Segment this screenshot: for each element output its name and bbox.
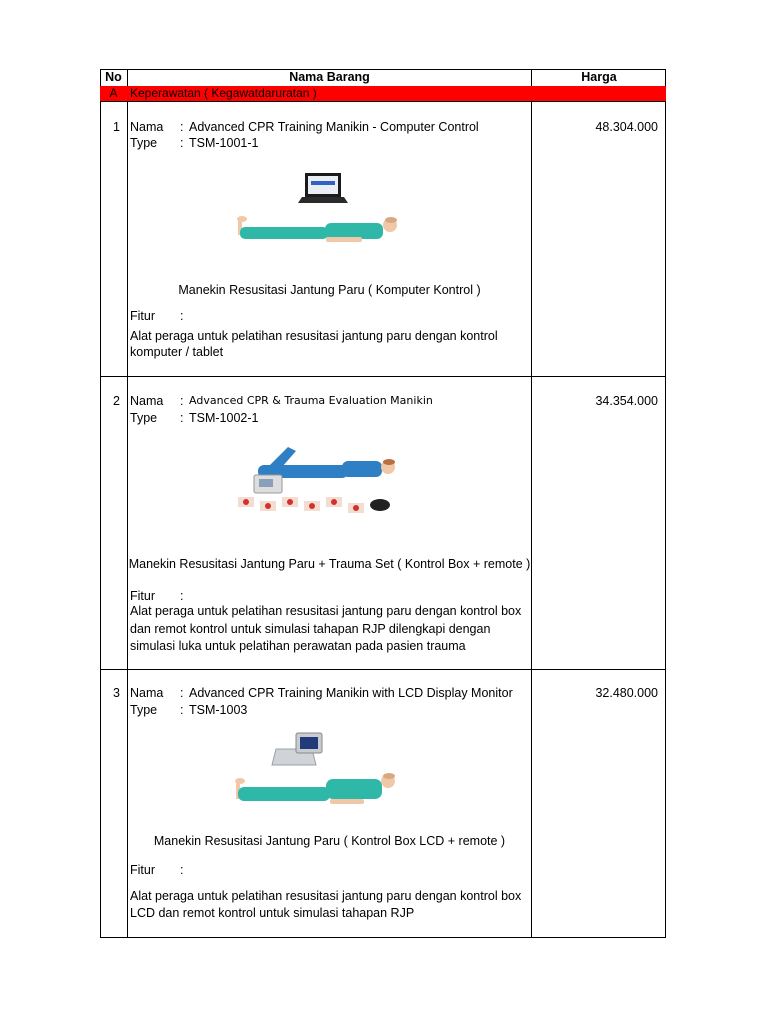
colon: : xyxy=(180,136,184,150)
fitur-line: Alat peraga untuk pelatihan resusitasi jantung paru dengan kontrol xyxy=(130,329,498,343)
lcd-monitor-icon xyxy=(272,733,322,765)
fitur-label: Fitur xyxy=(130,863,155,877)
colon: : xyxy=(180,589,184,603)
item-price: 32.480.000 xyxy=(595,686,658,700)
header-nama-barang: Nama Barang xyxy=(289,70,370,84)
header-no: No xyxy=(105,70,122,84)
item-number: 2 xyxy=(113,394,120,408)
item-price: 34.354.000 xyxy=(595,394,658,408)
fitur-line: LCD dan remot kontrol untuk simulasi tahapan RJP xyxy=(130,906,415,920)
item-type: TSM-1001-1 xyxy=(189,136,259,150)
fitur-label: Fitur xyxy=(130,589,155,603)
colon: : xyxy=(180,309,184,323)
category-divider xyxy=(100,101,666,102)
row-divider-2 xyxy=(100,669,666,670)
column-divider-no xyxy=(127,69,128,938)
item-name: Advanced CPR & Trauma Evaluation Manikin xyxy=(189,394,433,407)
colon: : xyxy=(180,394,184,408)
colon: : xyxy=(180,703,184,717)
laptop-icon xyxy=(298,173,348,203)
colon: : xyxy=(180,686,184,700)
fitur-line: Alat peraga untuk pelatihan resusitasi jantung paru dengan kontrol box xyxy=(130,604,522,618)
fitur-line: dan remot kontrol untuk simulasi tahapan RJP dilengkapi dengan xyxy=(130,622,491,636)
manikin-figure xyxy=(258,447,395,478)
category-row xyxy=(100,86,666,101)
manikin-figure xyxy=(235,773,395,804)
cpr-trauma-manikin-image xyxy=(230,441,400,527)
row-divider-1 xyxy=(100,376,666,377)
item-type: TSM-1002-1 xyxy=(189,411,259,425)
colon: : xyxy=(180,120,184,134)
item-caption: Manekin Resusitasi Jantung Paru + Trauma Set ( Kontrol Box + remote ) xyxy=(128,557,531,571)
nama-label: Nama xyxy=(130,686,164,700)
control-box-icon xyxy=(254,475,282,493)
column-divider-harga xyxy=(531,69,532,938)
type-label: Type xyxy=(130,703,158,717)
item-number: 3 xyxy=(113,686,120,700)
cpr-manikin-lcd-image xyxy=(230,729,400,811)
manikin-figure xyxy=(237,216,397,242)
item-name: Advanced CPR Training Manikin with LCD Display Monitor xyxy=(189,686,513,700)
category-name: Keperawatan ( Kegawatdaruratan ) xyxy=(130,86,317,100)
fitur-line: simulasi luka untuk pelatihan perawatan pada pasien trauma xyxy=(130,639,466,653)
trauma-pads xyxy=(238,497,390,513)
colon: : xyxy=(180,863,184,877)
item-caption: Manekin Resusitasi Jantung Paru ( Komputer Kontrol ) xyxy=(178,283,481,297)
fitur-line: komputer / tablet xyxy=(130,345,224,359)
item-caption: Manekin Resusitasi Jantung Paru ( Kontrol Box LCD + remote ) xyxy=(153,834,506,848)
nama-label: Nama xyxy=(130,120,164,134)
category-code: A xyxy=(109,86,118,100)
price-list-sheet xyxy=(100,69,666,938)
item-name: Advanced CPR Training Manikin - Computer Control xyxy=(189,120,479,134)
item-type: TSM-1003 xyxy=(189,703,248,717)
type-label: Type xyxy=(130,411,158,425)
fitur-label: Fitur xyxy=(130,309,155,323)
item-number: 1 xyxy=(113,120,120,134)
item-price: 48.304.000 xyxy=(595,120,658,134)
cpr-manikin-laptop-image xyxy=(230,169,400,249)
colon: : xyxy=(180,411,184,425)
nama-label: Nama xyxy=(130,394,164,408)
header-harga: Harga xyxy=(581,70,617,84)
type-label: Type xyxy=(130,136,158,150)
fitur-line: Alat peraga untuk pelatihan resusitasi jantung paru dengan kontrol box xyxy=(130,889,522,903)
